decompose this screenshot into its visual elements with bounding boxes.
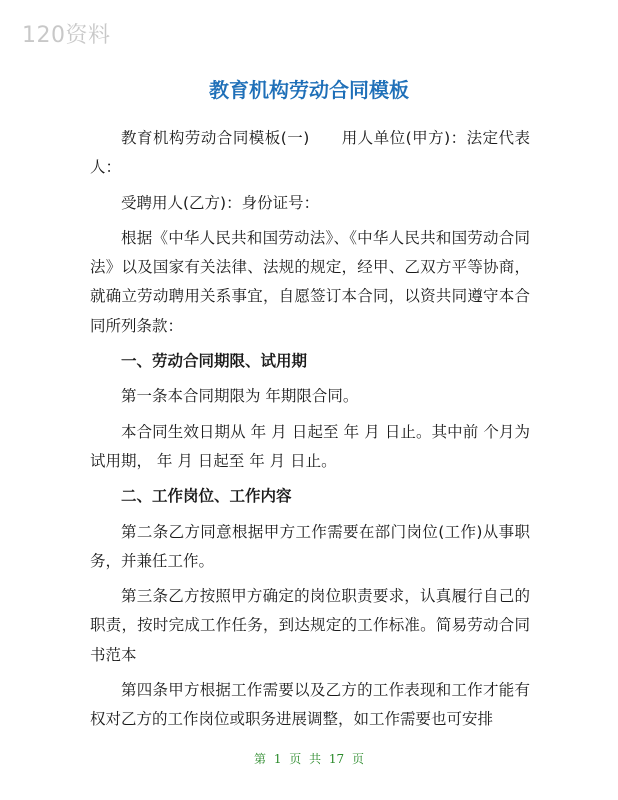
paragraph-article-4: 第四条甲方根据工作需要以及乙方的工作表现和工作才能有权对乙方的工作岗位或职务进展调整，如工作需要也可安排 — [90, 681, 530, 729]
document-body — [90, 124, 530, 741]
section-heading-position: 二、工作岗位、工作内容 — [121, 487, 292, 506]
paragraph-basis: 根据《中华人民共和国劳动法》、《中华人民共和国劳动合同法》以及国家有关法律、法规的规定，经甲、乙双方平等协商，就确立劳动聘用关系事宜，自愿签订本合同，以资共同遵守本合同所列条款： — [90, 228, 530, 335]
section-heading-term: 一、劳动合同期限、试用期 — [121, 352, 308, 371]
document-title: 教育机构劳动合同模板 — [209, 78, 409, 102]
page-number-footer: 第 1 页 共 17 页 — [254, 752, 364, 766]
paragraph-employee: 受聘用人(乙方)：身份证号： — [121, 193, 320, 212]
paragraph-intro: 教育机构劳动合同模板(一) 用人单位(甲方)：法定代表人： — [90, 129, 530, 177]
watermark-logo: 120资料 — [22, 23, 111, 48]
paragraph-article-2: 第二条乙方同意根据甲方工作需要在部门岗位(工作)从事职务，并兼任工作。 — [90, 522, 530, 570]
paragraph-effective-date: 本合同生效日期从 年 月 日起至 年 月 日止。其中前 个月为试用期， 年 月 日起至 年 月 日止。 — [90, 422, 530, 470]
paragraph-article-1: 第一条本合同期限为 年期限合同。 — [121, 387, 359, 406]
paragraph-article-3: 第三条乙方按照甲方确定的岗位职责要求，认真履行自己的职责，按时完成工作任务，到达规定的工作标准。简易劳动合同书范本 — [90, 587, 530, 664]
